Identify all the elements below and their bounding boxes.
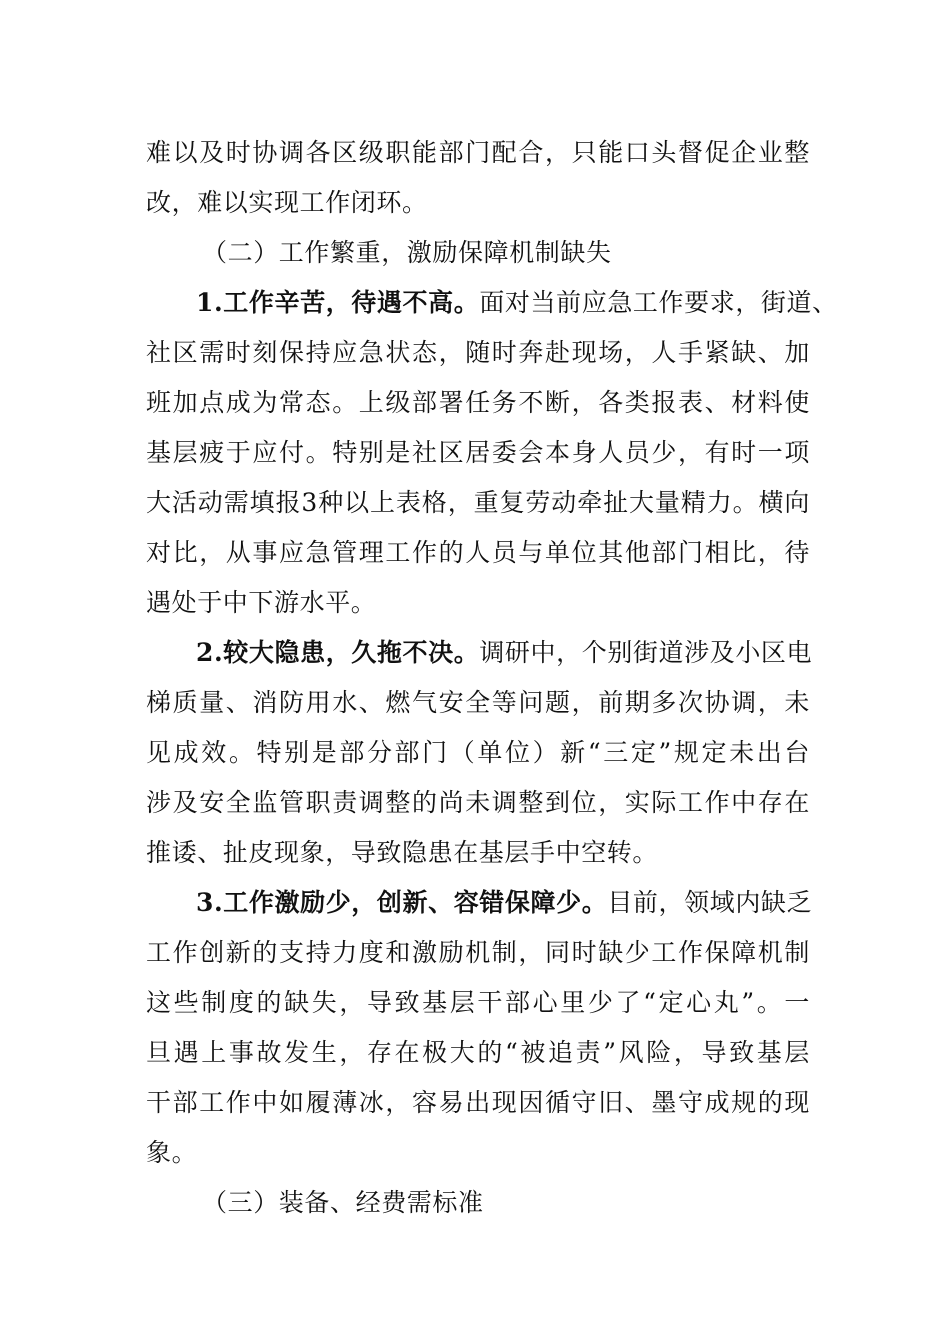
paragraph-lead: 3.工作激励少，创新、容错保障少。 — [196, 888, 608, 917]
paragraph-text: 目前，领域内缺乏 — [607, 888, 813, 917]
text-line — [146, 878, 813, 928]
paragraph-text: 调研中，个别街道涉及小区电 — [479, 638, 813, 667]
text-line: 基层疲于应付。特别是社区居委会本身人员少，有时一项 — [146, 438, 810, 467]
text-line: 见成效。特别是部分部门（单位）新“三定”规定未出台 — [146, 738, 810, 767]
section-heading: （三）装备、经费需标准 — [202, 1188, 484, 1217]
section-heading: （二）工作繁重，激励保障机制缺失 — [202, 238, 612, 267]
text-line: 涉及安全监管职责调整的尚未调整到位，实际工作中存在 — [146, 788, 810, 817]
text-line: 社区需时刻保持应急状态，随时奔赴现场，人手紧缺、加 — [146, 338, 810, 367]
text-line: 大活动需填报3种以上表格，重复劳动牵扯大量精力。横向 — [146, 488, 810, 517]
paragraph-lead: 2.较大隐患，久拖不决。 — [196, 638, 480, 667]
text-line: 旦遇上事故发生，存在极大的“被追责”风险，导致基层 — [146, 1038, 810, 1067]
text-line: 这些制度的缺失，导致基层干部心里少了“定心丸”。一 — [146, 988, 810, 1017]
paragraph-lead: 1.工作辛苦，待遇不高。 — [196, 288, 480, 317]
text-line: 班加点成为常态。上级部署任务不断，各类报表、材料使 — [146, 388, 810, 417]
text-line: 推诿、扯皮现象，导致隐患在基层手中空转。 — [146, 838, 659, 867]
text-line: 干部工作中如履薄冰，容易出现因循守旧、墨守成规的现 — [146, 1088, 810, 1117]
text-line: 象。 — [146, 1138, 198, 1167]
text-line — [146, 628, 813, 678]
text-line: 对比，从事应急管理工作的人员与单位其他部门相比，待 — [146, 538, 810, 567]
text-line: 难以及时协调各区级职能部门配合，只能口头督促企业整 — [146, 138, 810, 167]
text-line — [146, 278, 838, 328]
text-line: 遇处于中下游水平。 — [146, 588, 377, 617]
text-line: 梯质量、消防用水、燃气安全等问题，前期多次协调，未 — [146, 688, 810, 717]
paragraph-text: 面对当前应急工作要求，街道、 — [479, 288, 838, 317]
text-line: 改，难以实现工作闭环。 — [146, 188, 428, 217]
document-body — [146, 128, 838, 1228]
text-line: 工作创新的支持力度和激励机制，同时缺少工作保障机制 — [146, 938, 810, 967]
